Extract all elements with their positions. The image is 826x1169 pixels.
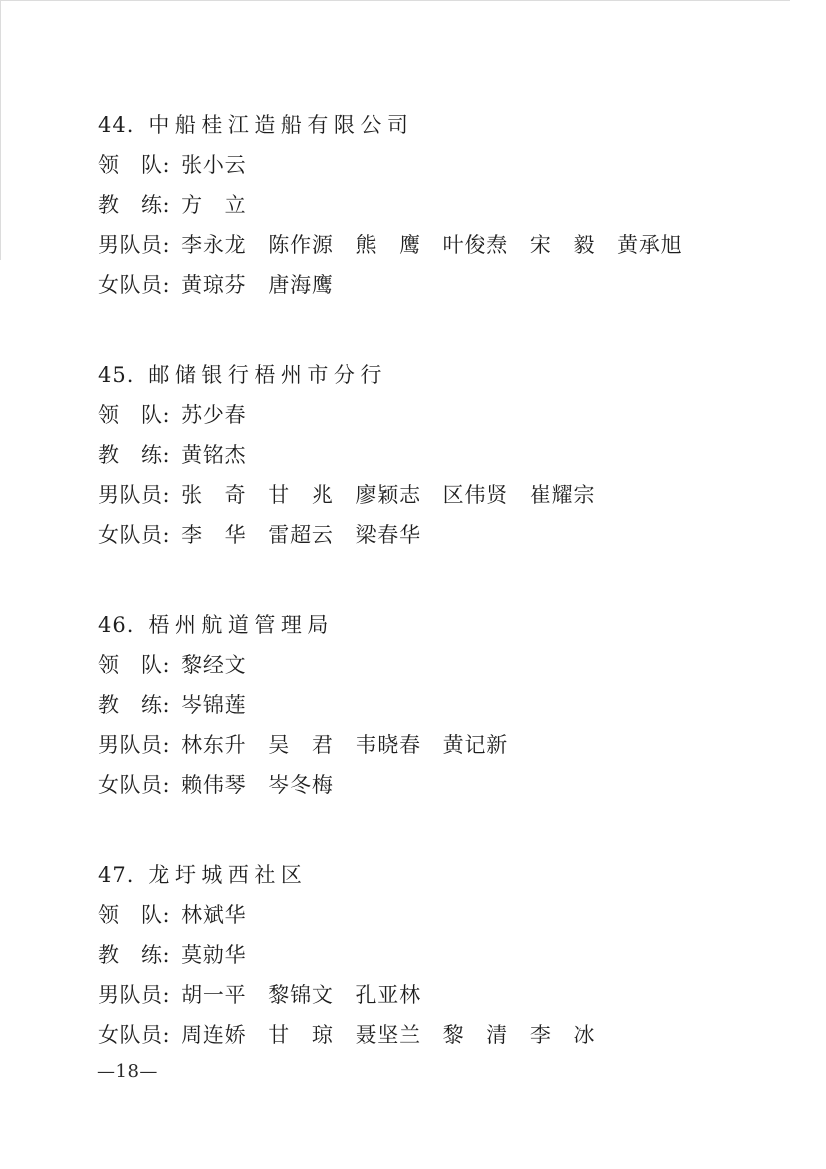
team-title (98, 105, 778, 145)
male-members-row (98, 225, 778, 265)
leader-label: 领 队: (98, 653, 171, 677)
scan-left-edge-line (0, 0, 1, 260)
male-members-names: 张 奇 甘 兆 廖颖志 区伟贤 崔耀宗 (181, 483, 596, 507)
team-title (98, 605, 778, 645)
male-members-row (98, 975, 778, 1015)
team-number: 47. (98, 863, 135, 887)
coach-row (98, 185, 778, 225)
male-members-label: 男队员: (98, 733, 171, 757)
leader-row (98, 395, 778, 435)
female-members-names: 黄琼芬 唐海鹰 (181, 273, 334, 297)
team-title (98, 855, 778, 895)
team-number: 44. (98, 113, 135, 137)
female-members-names: 赖伟琴 岑冬梅 (181, 773, 334, 797)
coach-row (98, 685, 778, 725)
male-members-label: 男队员: (98, 233, 171, 257)
male-members-names: 胡一平 黎锦文 孔亚林 (181, 983, 421, 1007)
team-section-46 (98, 605, 778, 805)
team-section-45 (98, 355, 778, 555)
coach-name: 黄铭杰 (181, 443, 247, 467)
team-section-47 (98, 855, 778, 1055)
leader-label: 领 队: (98, 153, 171, 177)
coach-name: 方 立 (181, 193, 247, 217)
male-members-names: 李永龙 陈作源 熊 鹰 叶俊焘 宋 毅 黄承旭 (181, 233, 683, 257)
leader-row (98, 895, 778, 935)
female-members-label: 女队员: (98, 1023, 171, 1047)
female-members-label: 女队员: (98, 773, 171, 797)
female-members-names: 周连娇 甘 琼 聂坚兰 黎 清 李 冰 (181, 1023, 596, 1047)
scan-top-edge-line (0, 0, 790, 1)
page-number: —18— (97, 1061, 158, 1082)
team-name: 梧州航道管理局 (148, 613, 334, 637)
male-members-row (98, 725, 778, 765)
leader-label: 领 队: (98, 403, 171, 427)
female-members-names: 李 华 雷超云 梁春华 (181, 523, 421, 547)
male-members-names: 林东升 吴 君 韦晓春 黄记新 (181, 733, 509, 757)
coach-name: 岑锦莲 (181, 693, 247, 717)
coach-row (98, 435, 778, 475)
team-name: 中船桂江造船有限公司 (148, 113, 414, 137)
team-name: 龙圩城西社区 (148, 863, 308, 887)
team-number: 45. (98, 363, 135, 387)
leader-name: 林斌华 (181, 903, 247, 927)
coach-label: 教 练: (98, 943, 171, 967)
female-members-row (98, 1015, 778, 1055)
coach-name: 莫勍华 (181, 943, 247, 967)
coach-label: 教 练: (98, 443, 171, 467)
female-members-row (98, 765, 778, 805)
leader-name: 苏少春 (181, 403, 247, 427)
team-number: 46. (98, 613, 135, 637)
team-title (98, 355, 778, 395)
female-members-row (98, 515, 778, 555)
leader-name: 张小云 (181, 153, 247, 177)
leader-row (98, 645, 778, 685)
coach-row (98, 935, 778, 975)
male-members-row (98, 475, 778, 515)
team-name: 邮储银行梧州市分行 (148, 363, 387, 387)
female-members-row (98, 265, 778, 305)
male-members-label: 男队员: (98, 483, 171, 507)
leader-name: 黎经文 (181, 653, 247, 677)
document-body (98, 105, 778, 1105)
leader-label: 领 队: (98, 903, 171, 927)
leader-row (98, 145, 778, 185)
male-members-label: 男队员: (98, 983, 171, 1007)
team-section-44 (98, 105, 778, 305)
coach-label: 教 练: (98, 193, 171, 217)
female-members-label: 女队员: (98, 273, 171, 297)
coach-label: 教 练: (98, 693, 171, 717)
female-members-label: 女队员: (98, 523, 171, 547)
